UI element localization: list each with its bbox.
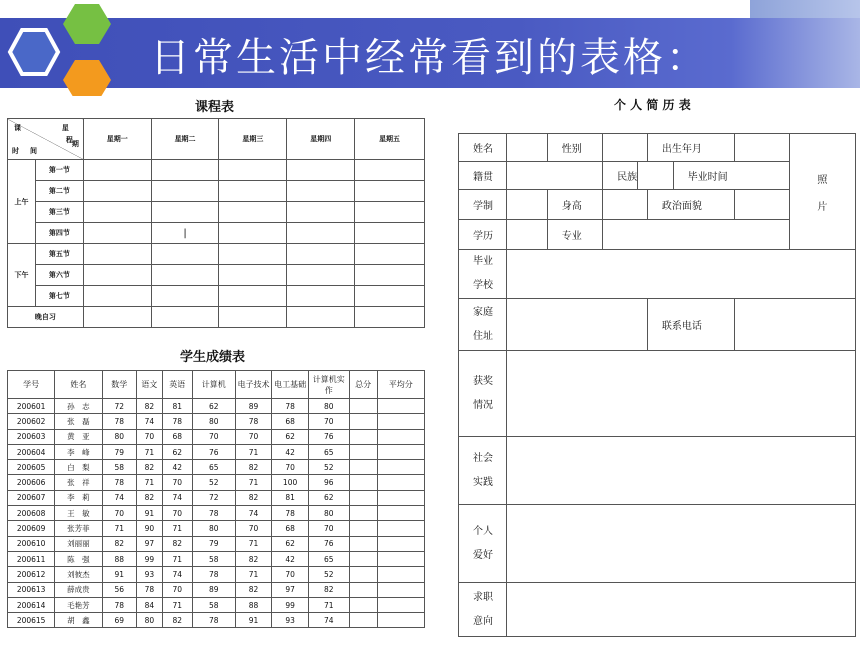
table-row bbox=[8, 475, 425, 490]
grade-cell: 78 bbox=[192, 567, 235, 582]
grade-cell: 97 bbox=[136, 536, 162, 551]
table-row bbox=[8, 613, 425, 628]
grade-cell bbox=[349, 444, 377, 459]
grade-cell: 白 梨 bbox=[55, 460, 102, 475]
grade-cell: 80 bbox=[308, 506, 349, 521]
grade-cell: 78 bbox=[162, 414, 192, 429]
intent-label: 求职 意向 bbox=[459, 583, 507, 637]
edu-system-label: 学制 bbox=[459, 190, 507, 220]
grade-cell: 70 bbox=[162, 475, 192, 490]
grade-cell: 80 bbox=[136, 613, 162, 628]
corner-label: 课 bbox=[14, 124, 21, 132]
grade-cell: 71 bbox=[235, 475, 272, 490]
page-title: 日常生活中经常看到的表格： bbox=[150, 35, 709, 81]
grade-cell bbox=[349, 399, 377, 414]
grades-column-header: 数学 bbox=[102, 371, 136, 399]
grade-cell: 70 bbox=[192, 429, 235, 444]
period-label: 第三节 bbox=[35, 202, 83, 223]
grade-cell bbox=[377, 613, 424, 628]
grade-cell: 91 bbox=[235, 613, 272, 628]
resume-row bbox=[459, 583, 856, 637]
table-row bbox=[8, 399, 425, 414]
grade-cell: 52 bbox=[308, 567, 349, 582]
grade-cell: 88 bbox=[235, 597, 272, 612]
day-header: 星期五 bbox=[355, 119, 425, 160]
resume-row bbox=[459, 250, 856, 299]
grade-cell: 74 bbox=[136, 414, 162, 429]
grade-cell: 孙 志 bbox=[55, 399, 102, 414]
orange-hexagon bbox=[63, 60, 111, 96]
grade-cell: 69 bbox=[102, 613, 136, 628]
grade-cell: 65 bbox=[192, 460, 235, 475]
photo-cell bbox=[789, 134, 855, 250]
gender-label: 性别 bbox=[547, 134, 602, 162]
grade-cell bbox=[349, 582, 377, 597]
grade-cell: 74 bbox=[162, 567, 192, 582]
banner-corner bbox=[750, 0, 860, 18]
grade-cell: 71 bbox=[136, 475, 162, 490]
grade-cell: 71 bbox=[162, 597, 192, 612]
day-header: 星期四 bbox=[287, 119, 355, 160]
day-header: 星期三 bbox=[219, 119, 287, 160]
grades-column-header: 总分 bbox=[349, 371, 377, 399]
grade-cell: 91 bbox=[136, 506, 162, 521]
grade-cell: 70 bbox=[136, 429, 162, 444]
origin-label: 籍贯 bbox=[459, 162, 507, 190]
grade-cell: 80 bbox=[192, 414, 235, 429]
afternoon-label: 下午 bbox=[8, 244, 36, 307]
grades-column-header: 语文 bbox=[136, 371, 162, 399]
major-label: 专业 bbox=[547, 220, 602, 250]
grade-cell: 200604 bbox=[8, 444, 55, 459]
resume-table bbox=[458, 133, 856, 637]
resume-title: 个 人 简 历 表 bbox=[614, 98, 691, 112]
grade-cell: 82 bbox=[136, 460, 162, 475]
table-row bbox=[8, 490, 425, 505]
grade-cell: 52 bbox=[308, 460, 349, 475]
grade-cell: 76 bbox=[308, 536, 349, 551]
grade-cell: 76 bbox=[192, 444, 235, 459]
blue-hexagon bbox=[10, 30, 58, 74]
grade-cell: 李 莉 bbox=[55, 490, 102, 505]
grade-cell: 96 bbox=[308, 475, 349, 490]
grade-cell: 82 bbox=[235, 551, 272, 566]
day-header: 星期二 bbox=[151, 119, 219, 160]
green-hexagon bbox=[63, 4, 111, 44]
grade-cell bbox=[377, 597, 424, 612]
evening-label: 晚自习 bbox=[8, 307, 84, 328]
grades-column-header: 计算机 bbox=[192, 371, 235, 399]
grade-cell: 78 bbox=[102, 597, 136, 612]
grade-cell: 80 bbox=[308, 399, 349, 414]
grade-cell bbox=[349, 567, 377, 582]
grade-cell: 99 bbox=[272, 597, 309, 612]
grade-cell bbox=[349, 414, 377, 429]
grade-cell: 65 bbox=[308, 444, 349, 459]
grade-cell: 200610 bbox=[8, 536, 55, 551]
grade-cell bbox=[349, 506, 377, 521]
grade-cell: 70 bbox=[162, 582, 192, 597]
grade-cell: 82 bbox=[235, 460, 272, 475]
address-label: 家庭 住址 bbox=[459, 299, 507, 351]
grades-title: 学生成绩表 bbox=[180, 350, 246, 365]
grade-cell: 黄 亚 bbox=[55, 429, 102, 444]
corner-label: 星 bbox=[61, 124, 69, 132]
grade-cell: 薛成贵 bbox=[55, 582, 102, 597]
grade-cell: 71 bbox=[235, 444, 272, 459]
grade-cell: 78 bbox=[272, 399, 309, 414]
resume-row bbox=[459, 505, 856, 583]
grade-cell: 42 bbox=[272, 551, 309, 566]
grade-cell bbox=[349, 490, 377, 505]
social-label: 社会 实践 bbox=[459, 437, 507, 505]
grade-cell: 70 bbox=[308, 521, 349, 536]
grade-cell: 78 bbox=[272, 506, 309, 521]
grade-cell: 刘丽丽 bbox=[55, 536, 102, 551]
politics-label: 政治面貌 bbox=[647, 190, 734, 220]
grade-cell: 90 bbox=[136, 521, 162, 536]
table-row bbox=[8, 444, 425, 459]
student-grades-table bbox=[7, 370, 425, 628]
grade-cell: 71 bbox=[308, 597, 349, 612]
grade-cell: 68 bbox=[272, 414, 309, 429]
grade-cell: 82 bbox=[162, 536, 192, 551]
grade-cell: 81 bbox=[272, 490, 309, 505]
ethnic-label: 民族 bbox=[603, 162, 638, 190]
photo-label: 照 bbox=[817, 174, 828, 186]
grade-cell: 42 bbox=[272, 444, 309, 459]
grade-cell: 68 bbox=[162, 429, 192, 444]
hobby-label: 个人 爱好 bbox=[459, 505, 507, 583]
grade-cell: 74 bbox=[235, 506, 272, 521]
grade-cell: 200611 bbox=[8, 551, 55, 566]
period-label: 第六节 bbox=[35, 265, 83, 286]
day-header: 星期一 bbox=[83, 119, 151, 160]
grade-cell: 71 bbox=[162, 551, 192, 566]
grade-cell: 200602 bbox=[8, 414, 55, 429]
grade-cell: 74 bbox=[308, 613, 349, 628]
grades-column-header: 学号 bbox=[8, 371, 55, 399]
corner-label: 时 bbox=[12, 147, 19, 155]
grade-cell: 84 bbox=[136, 597, 162, 612]
grade-cell: 89 bbox=[235, 399, 272, 414]
height-label: 身高 bbox=[547, 190, 602, 220]
grade-cell: 71 bbox=[235, 567, 272, 582]
resume-row bbox=[459, 134, 856, 162]
grade-cell: 70 bbox=[308, 414, 349, 429]
hexagon-logo-icon bbox=[0, 0, 140, 96]
grade-cell: 91 bbox=[102, 567, 136, 582]
grade-cell: 71 bbox=[136, 444, 162, 459]
degree-label: 学历 bbox=[459, 220, 507, 250]
grade-cell: 58 bbox=[192, 597, 235, 612]
grade-cell: 65 bbox=[308, 551, 349, 566]
grade-cell: 200605 bbox=[8, 460, 55, 475]
grade-cell bbox=[377, 536, 424, 551]
grade-cell bbox=[377, 506, 424, 521]
grade-cell: 52 bbox=[192, 475, 235, 490]
grade-cell bbox=[377, 414, 424, 429]
table-row bbox=[8, 414, 425, 429]
grades-column-header: 英语 bbox=[162, 371, 192, 399]
phone-label: 联系电话 bbox=[647, 299, 734, 351]
grade-cell: 78 bbox=[235, 414, 272, 429]
grade-cell: 89 bbox=[192, 582, 235, 597]
table-row bbox=[8, 597, 425, 612]
period-row bbox=[8, 286, 425, 307]
grade-cell: 78 bbox=[192, 506, 235, 521]
grade-cell: 82 bbox=[235, 582, 272, 597]
grade-cell: 78 bbox=[192, 613, 235, 628]
name-label: 姓名 bbox=[459, 134, 507, 162]
grade-cell: 62 bbox=[162, 444, 192, 459]
corner-label: 程 bbox=[65, 136, 73, 144]
grade-cell bbox=[377, 399, 424, 414]
grade-cell: 93 bbox=[136, 567, 162, 582]
grade-cell: 58 bbox=[192, 551, 235, 566]
grade-cell: 79 bbox=[192, 536, 235, 551]
grade-cell bbox=[349, 551, 377, 566]
grade-cell: 70 bbox=[162, 506, 192, 521]
grade-cell: 70 bbox=[272, 567, 309, 582]
period-row bbox=[8, 265, 425, 286]
period-row bbox=[8, 244, 425, 265]
grade-cell: 72 bbox=[192, 490, 235, 505]
grade-cell: 毛艳芳 bbox=[55, 597, 102, 612]
grade-cell: 70 bbox=[235, 429, 272, 444]
grade-cell bbox=[349, 429, 377, 444]
grade-cell bbox=[349, 521, 377, 536]
grade-cell: 42 bbox=[162, 460, 192, 475]
grades-column-header: 姓名 bbox=[55, 371, 102, 399]
grades-column-header: 平均分 bbox=[377, 371, 424, 399]
period-row bbox=[8, 202, 425, 223]
grade-cell: 82 bbox=[102, 536, 136, 551]
grade-cell: 71 bbox=[102, 521, 136, 536]
grade-cell: 81 bbox=[162, 399, 192, 414]
grade-cell: 97 bbox=[272, 582, 309, 597]
grade-cell: 200615 bbox=[8, 613, 55, 628]
table-row bbox=[8, 506, 425, 521]
grade-cell: 70 bbox=[235, 521, 272, 536]
grade-cell: 74 bbox=[102, 490, 136, 505]
table-row bbox=[8, 582, 425, 597]
table-row bbox=[8, 460, 425, 475]
grade-cell bbox=[349, 597, 377, 612]
grade-cell: 李 峰 bbox=[55, 444, 102, 459]
grade-cell: 刘彼杰 bbox=[55, 567, 102, 582]
table-row bbox=[8, 521, 425, 536]
grade-cell bbox=[349, 475, 377, 490]
corner-label: 期 bbox=[71, 140, 79, 148]
resume-row bbox=[459, 351, 856, 437]
grade-cell: 79 bbox=[102, 444, 136, 459]
grade-cell: 张 磊 bbox=[55, 414, 102, 429]
grade-cell bbox=[377, 460, 424, 475]
grade-cell: 王 敏 bbox=[55, 506, 102, 521]
grade-cell: 200609 bbox=[8, 521, 55, 536]
photo-label: 片 bbox=[817, 201, 828, 213]
grade-cell: 70 bbox=[102, 506, 136, 521]
grade-cell bbox=[377, 444, 424, 459]
grade-cell: 62 bbox=[272, 429, 309, 444]
grade-cell bbox=[377, 551, 424, 566]
grade-cell: 胡 鑫 bbox=[55, 613, 102, 628]
schedule-header-row bbox=[8, 119, 425, 160]
grade-cell: 82 bbox=[136, 399, 162, 414]
grade-cell: 200613 bbox=[8, 582, 55, 597]
grade-cell: 62 bbox=[272, 536, 309, 551]
grades-column-header: 计算机实作 bbox=[308, 371, 349, 399]
grade-cell: 200608 bbox=[8, 506, 55, 521]
grade-cell: 张 祥 bbox=[55, 475, 102, 490]
table-row bbox=[8, 536, 425, 551]
period-row bbox=[8, 223, 425, 244]
period-label: 第一节 bbox=[35, 160, 83, 181]
grad-time-label: 毕业时间 bbox=[673, 162, 789, 190]
grade-cell bbox=[377, 582, 424, 597]
grade-cell: 58 bbox=[102, 460, 136, 475]
grade-cell bbox=[377, 521, 424, 536]
period-row bbox=[8, 181, 425, 202]
grades-column-header: 电工基础 bbox=[272, 371, 309, 399]
evening-row bbox=[8, 307, 425, 328]
resume-row bbox=[459, 437, 856, 505]
grade-cell bbox=[349, 536, 377, 551]
morning-label: 上午 bbox=[8, 160, 36, 244]
grade-cell: 80 bbox=[102, 429, 136, 444]
grade-cell: 200601 bbox=[8, 399, 55, 414]
grade-cell: 70 bbox=[272, 460, 309, 475]
grade-cell: 93 bbox=[272, 613, 309, 628]
grade-cell: 陈 强 bbox=[55, 551, 102, 566]
grade-cell: 78 bbox=[136, 582, 162, 597]
cell-mark: | bbox=[151, 223, 219, 244]
grade-cell: 100 bbox=[272, 475, 309, 490]
grade-cell: 71 bbox=[162, 521, 192, 536]
grade-cell: 99 bbox=[136, 551, 162, 566]
period-label: 第五节 bbox=[35, 244, 83, 265]
grade-cell: 200614 bbox=[8, 597, 55, 612]
grade-cell bbox=[349, 613, 377, 628]
grade-cell: 200607 bbox=[8, 490, 55, 505]
course-schedule-table bbox=[7, 118, 425, 328]
grades-column-header: 电子技术 bbox=[235, 371, 272, 399]
grade-cell: 74 bbox=[162, 490, 192, 505]
grade-cell: 71 bbox=[235, 536, 272, 551]
period-label: 第二节 bbox=[35, 181, 83, 202]
grade-cell: 200612 bbox=[8, 567, 55, 582]
grade-cell: 80 bbox=[192, 521, 235, 536]
grade-cell bbox=[377, 567, 424, 582]
corner-label: 间 bbox=[30, 147, 37, 155]
resume-row bbox=[459, 299, 856, 351]
table-row bbox=[8, 551, 425, 566]
awards-label: 获奖 情况 bbox=[459, 351, 507, 437]
grade-cell: 200603 bbox=[8, 429, 55, 444]
grade-cell: 72 bbox=[102, 399, 136, 414]
school-label: 毕业 学校 bbox=[459, 250, 507, 299]
grade-cell: 76 bbox=[308, 429, 349, 444]
grade-cell: 68 bbox=[272, 521, 309, 536]
grade-cell bbox=[377, 429, 424, 444]
grade-cell: 78 bbox=[102, 475, 136, 490]
grade-cell: 82 bbox=[136, 490, 162, 505]
period-label: 第四节 bbox=[35, 223, 83, 244]
grade-cell bbox=[377, 475, 424, 490]
table-row bbox=[8, 567, 425, 582]
grade-cell: 88 bbox=[102, 551, 136, 566]
schedule-corner-cell bbox=[8, 119, 84, 160]
grade-cell: 82 bbox=[308, 582, 349, 597]
grade-cell bbox=[377, 490, 424, 505]
grade-cell: 张芳菲 bbox=[55, 521, 102, 536]
grades-header-row bbox=[8, 371, 425, 399]
grade-cell: 82 bbox=[162, 613, 192, 628]
grade-cell: 200606 bbox=[8, 475, 55, 490]
grade-cell: 62 bbox=[192, 399, 235, 414]
period-row bbox=[8, 160, 425, 181]
grade-cell: 56 bbox=[102, 582, 136, 597]
schedule-title: 课程表 bbox=[195, 100, 235, 115]
grade-cell bbox=[349, 460, 377, 475]
birth-label: 出生年月 bbox=[647, 134, 734, 162]
grade-cell: 82 bbox=[235, 490, 272, 505]
grade-cell: 62 bbox=[308, 490, 349, 505]
period-label: 第七节 bbox=[35, 286, 83, 307]
grade-cell: 78 bbox=[102, 414, 136, 429]
table-row bbox=[8, 429, 425, 444]
